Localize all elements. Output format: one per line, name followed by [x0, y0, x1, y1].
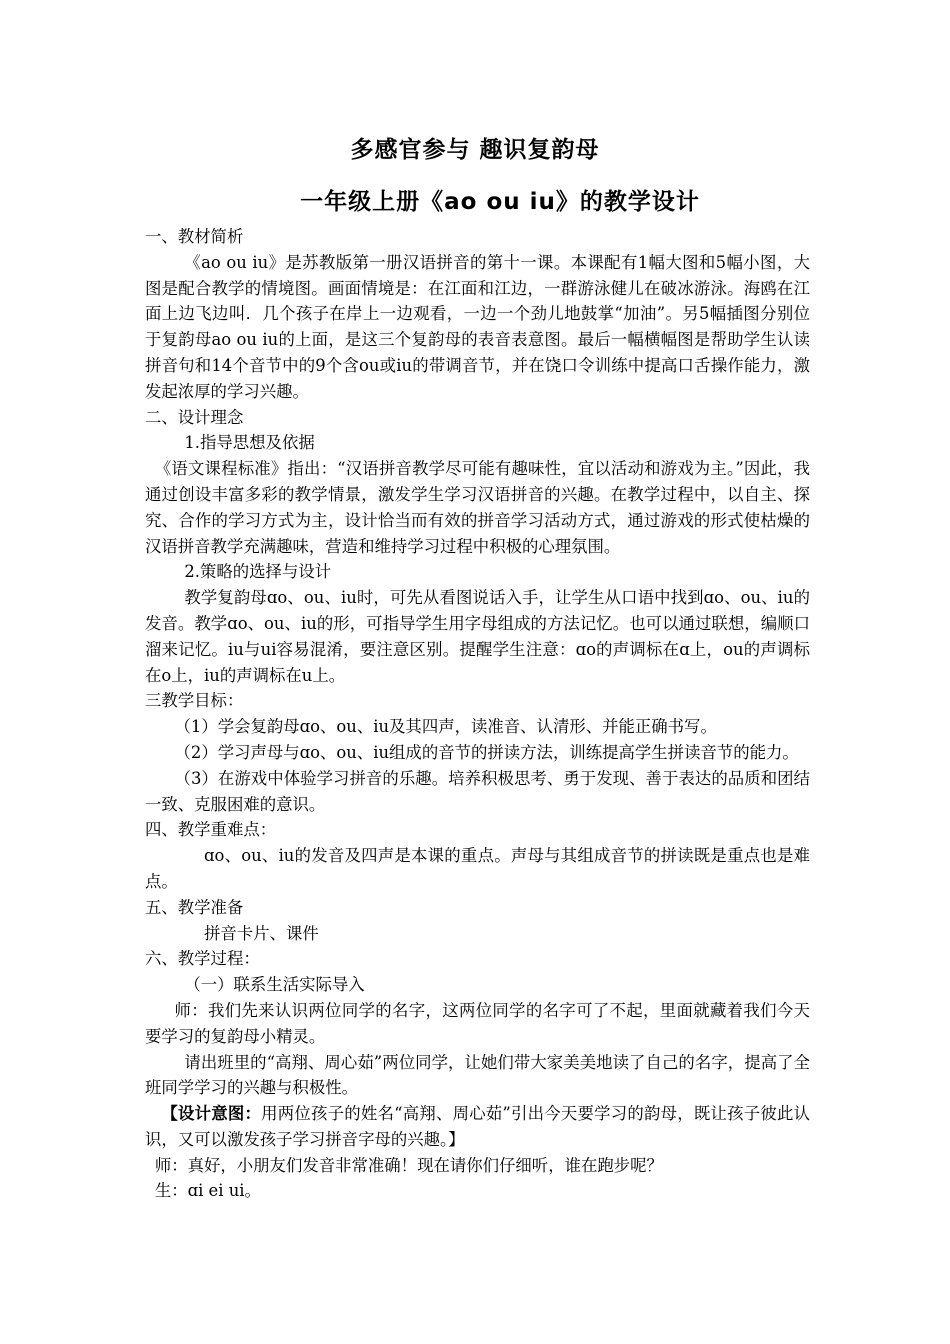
- section-heading-3: 三教学目标：: [145, 691, 244, 711]
- paragraph-textbook-analysis: 《ao ou iu》是苏教版第一册汉语拼音的第十一课。本课配有1幅大图和5幅小图，大图是配合教学的情境图。画面情境是：在江面和江边，一群游泳健儿在破冰游泳。海鸥在江面上边飞边叫．几个孩子在岸上一边观看，一边一个劲儿地鼓掌“加油”。另5幅插图分别位于复韵母ao ou iu的上面，是这三个复韵母的表音表意图。最后一幅横幅图是帮助学生认读拼音句和14个音节中的9个含ou或iu的带调音节，并在饶口令训练中提高口舌操作能力，激发起浓厚的学习兴趣。: [145, 252, 810, 401]
- document-body: [145, 224, 810, 1204]
- dialogue-teacher: 师：真好，小朋友们发音非常准确！现在请你们仔细听，谁在跑步呢？: [154, 1155, 663, 1175]
- paragraph-teacher-intro: 师：我们先来认识两位同学的名字，这两位同学的名字可了不起，里面就藏着我们今天要学习的复韵母小精灵。: [145, 1000, 810, 1046]
- goal-item-3: （3）在游戏中体验学习拼音的乐趣。培养积极思考、勇于发现、善于表达的品质和团结一致、克服困难的意识。: [145, 768, 810, 814]
- paragraph-preparation: 拼音卡片、课件: [204, 923, 319, 943]
- goal-item-1: （1）学会复韵母ɑo、ou、iu及其四声，读准音、认清形、并能正确书写。: [174, 717, 717, 737]
- paragraph-student-names: 请出班里的“高翔、周心茹”两位同学，让她们带大家美美地读了自己的名字，提高了全班同学学习的兴趣与积极性。: [145, 1052, 810, 1098]
- paragraph-design-intent: [145, 1101, 810, 1153]
- dialogue-student: 生：ɑi ei ui。: [154, 1181, 261, 1201]
- section-heading-6: 六、教学过程：: [145, 949, 260, 969]
- document-title: 多感官参与 趣识复韵母: [350, 137, 600, 163]
- section-heading-1: 一、教材简析: [145, 227, 244, 246]
- document-subtitle: 一年级上册《ao ou iu》的教学设计: [300, 189, 700, 215]
- paragraph-key-points: ɑo、ou、iu的发音及四声是本课的重点。声母与其组成音节的拼读既是重点也是难点。: [145, 846, 810, 891]
- subheading-introduction: （一）联系生活实际导入: [184, 975, 365, 995]
- section-heading-2: 二、设计理念: [145, 407, 244, 427]
- paragraph-guiding-ideas: 《语文课程标准》指出：“汉语拼音教学尽可能有趣味性，宜以活动和游戏为主。”因此，我通过创设丰富多彩的教学情景，激发学生学习汉语拼音的兴趣。在教学过程中，以自主、探究、合作的学习方式为主，设计恰当而有效的拼音学习活动方式，通过游戏的形式使枯燥的汉语拼音教学充满趣味，营造和维持学习过程中积极的心理氛围。: [145, 459, 810, 556]
- design-intent-label: 【设计意图：: [161, 1104, 262, 1124]
- paragraph-strategy: 教学复韵母ɑo、ou、iu时，可先从看图说话入手，让学生从口语中找到ɑo、ou、iu的发音。教学ɑo、ou、iu的形，可指导学生用字母组成的方法记忆。也可以通过联想，编顺口溜来记忆。iu与ui容易混淆，要注意区别。提醒学生注意：ɑo的声调标在ɑ上，ou的声调标在o上，iu的声调标在u上。: [145, 588, 810, 685]
- section-heading-4: 四、教学重难点：: [145, 820, 277, 840]
- goal-item-2: （2）学习声母与ɑo、ou、iu组成的音节的拼读方法，训练提高学生拼读音节的能力。: [174, 742, 799, 762]
- section-heading-5: 五、教学准备: [145, 897, 244, 917]
- subheading-guiding-ideas: 1.指导思想及依据: [184, 433, 315, 453]
- subheading-strategy: 2.策略的选择与设计: [184, 562, 332, 582]
- design-intent-text: 用两位孩子的姓名“高翔、周心茹”引出今天要学习的韵母，既让孩子彼此认识，又可以激发孩子学习拼音字母的兴趣。】: [145, 1104, 810, 1149]
